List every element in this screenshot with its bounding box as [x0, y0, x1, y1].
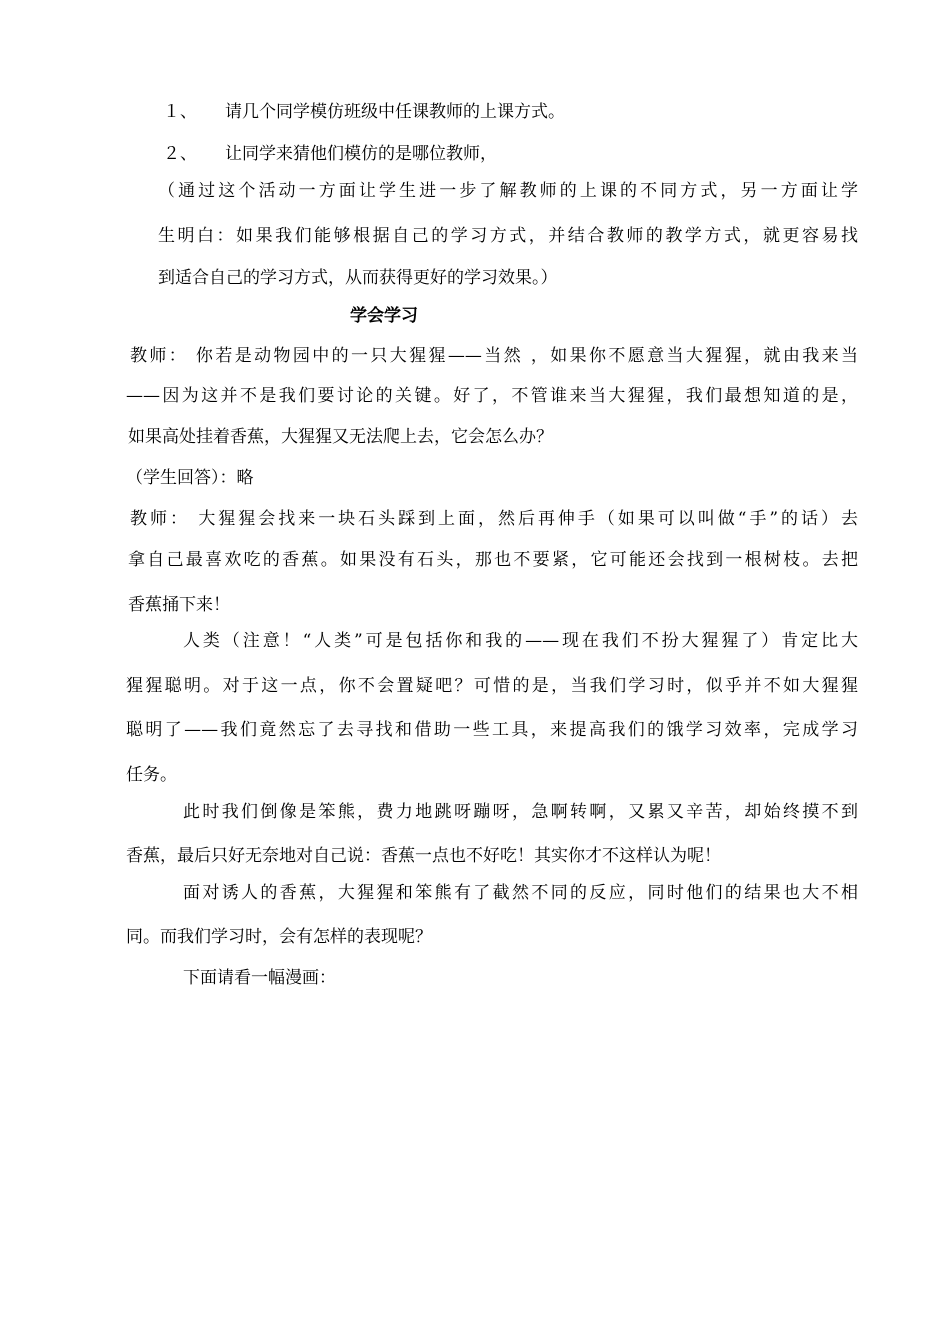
note-line-2: 生明白：如果我们能够根据自己的学习方式，并结合教师的教学方式，就更容易找: [158, 226, 858, 246]
para4: 下面请看一幅漫画：: [183, 968, 336, 988]
list-text: 让同学来猜他们模仿的是哪位教师，: [225, 144, 497, 164]
list-item-1: [163, 101, 565, 123]
teacher1-line-2: ——因为这并不是我们要讨论的关键。好了，不管谁来当大猩猩，我们最想知道的是，: [126, 386, 858, 406]
list-text: 请几个同学模仿班级中任课教师的上课方式。: [225, 102, 565, 122]
para1-line-3: 聪明了——我们竟然忘了去寻找和借助一些工具，来提高我们的饿学习效率，完成学习: [126, 720, 858, 740]
para2-line-1: 此时我们倒像是笨熊，费力地跳呀蹦呀，急啊转啊，又累又辛苦，却始终摸不到: [183, 802, 858, 822]
teacher1-line-1: 教师： 你若是动物园中的一只大猩猩——当然 ，如果你不愿意当大猩猩，就由我来当: [130, 346, 858, 366]
note-line-3: 到适合自己的学习方式，从而获得更好的学习效果。）: [158, 268, 558, 288]
list-number: ２、: [163, 144, 197, 164]
note-line-1: （通过这个活动一方面让学生进一步了解教师的上课的不同方式，另一方面让学: [158, 181, 858, 201]
para3-line-1: 面对诱人的香蕉，大猩猩和笨熊有了截然不同的反应，同时他们的结果也大不相: [183, 883, 858, 903]
list-number: １、: [163, 102, 197, 122]
para1-line-4: 任务。: [126, 765, 177, 785]
teacher2-line-1: 教师： 大猩猩会找来一块石头踩到上面，然后再伸手（如果可以叫做“手”的话）去: [130, 509, 858, 529]
para2-line-2: 香蕉，最后只好无奈地对自己说：香蕉一点也不好吃！其实你才不这样认为呢！: [126, 846, 721, 866]
list-item-2: [163, 143, 497, 165]
section-title: 学会学习: [350, 306, 418, 326]
para3-line-2: 同。而我们学习时，会有怎样的表现呢？: [126, 927, 432, 947]
student-answer: （学生回答）：略: [126, 468, 254, 488]
para1-line-2: 猩猩聪明。对于这一点，你不会置疑吧？可惜的是，当我们学习时，似乎并不如大猩猩: [126, 676, 858, 696]
teacher1-line-3: 如果高处挂着香蕉，大猩猩又无法爬上去，它会怎么办？: [128, 427, 553, 447]
teacher2-line-2: 拿自己最喜欢吃的香蕉。如果没有石头，那也不要紧，它可能还会找到一根树枝。去把: [128, 550, 858, 570]
teacher2-line-3: 香蕉捅下来！: [128, 595, 230, 615]
para1-line-1: 人类（注意！“人类”可是包括你和我的——现在我们不扮大猩猩了）肯定比大: [183, 631, 858, 651]
